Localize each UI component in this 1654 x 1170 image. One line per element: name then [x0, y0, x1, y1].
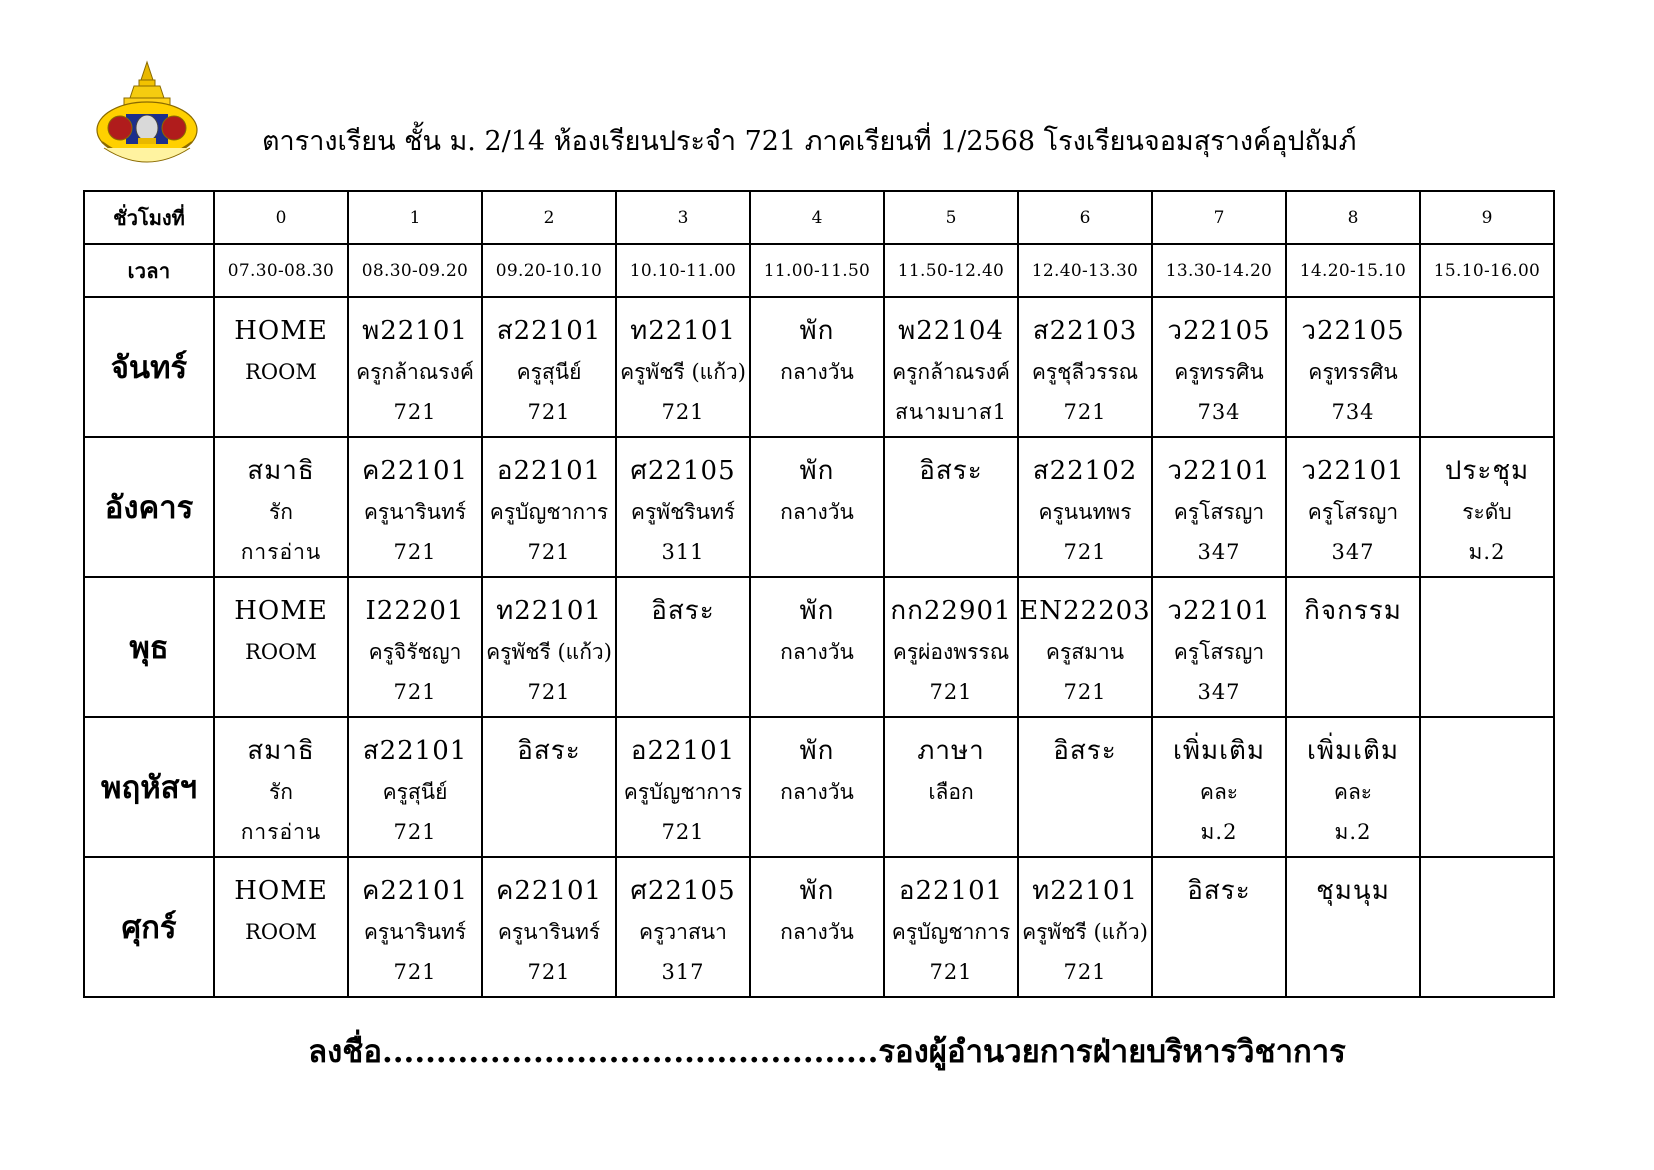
day-name: ศุกร์: [84, 857, 214, 997]
cell-room: 721: [1063, 540, 1107, 564]
schedule-cell: [750, 857, 884, 997]
cell-teacher: ครูจิรัชญา: [368, 640, 462, 664]
period-time: 10.10-11.00: [616, 244, 750, 297]
cell-room: 721: [661, 820, 705, 844]
schedule-cell: [482, 857, 616, 997]
period-number: 2: [482, 191, 616, 244]
cell-teacher: กลางวัน: [780, 360, 854, 384]
cell-room: 311: [661, 540, 705, 564]
schedule-cell: [1018, 577, 1152, 717]
period-time: 15.10-16.00: [1420, 244, 1554, 297]
cell-teacher: ครูบัญชาการ: [891, 920, 1011, 944]
cell-teacher: ครูนารินทร์: [363, 920, 467, 944]
cell-subject: พัก: [799, 876, 835, 906]
schedule-cell: [1152, 297, 1286, 437]
cell-teacher: ครูผ่องพรรณ: [892, 640, 1010, 664]
cell-teacher: ครูสุนีย์: [516, 360, 582, 384]
schedule-cell: [616, 437, 750, 577]
cell-subject: พัก: [799, 456, 835, 486]
schedule-cell: [1420, 717, 1554, 857]
cell-room: 721: [527, 400, 571, 424]
day-name: พุธ: [84, 577, 214, 717]
cell-subject: ศ22105: [630, 876, 736, 906]
cell-subject: ว22105: [1301, 316, 1405, 346]
cell-teacher: กลางวัน: [780, 500, 854, 524]
cell-subject: อิสระ: [919, 456, 983, 486]
cell-room: 721: [527, 960, 571, 984]
schedule-cell: [214, 437, 348, 577]
cell-subject: ว22101: [1167, 456, 1271, 486]
schedule-cell: [1286, 437, 1420, 577]
cell-teacher: เลือก: [928, 780, 974, 804]
schedule-cell: [348, 857, 482, 997]
day-name: จันทร์: [84, 297, 214, 437]
cell-subject: ท22101: [630, 316, 736, 346]
schedule-cell: [214, 857, 348, 997]
schedule-cell: [1420, 297, 1554, 437]
schedule-cell: [348, 437, 482, 577]
cell-room: 734: [1331, 400, 1375, 424]
period-time: 09.20-10.10: [482, 244, 616, 297]
day-row: [84, 857, 1554, 997]
cell-teacher: ครูชุลีวรรณ: [1031, 360, 1139, 384]
cell-subject: ประชุม: [1444, 456, 1530, 486]
cell-subject: อ22101: [496, 456, 602, 486]
cell-teacher: ครูสมาน: [1045, 640, 1125, 664]
cell-teacher: กลางวัน: [780, 920, 854, 944]
cell-subject: อ22101: [630, 736, 736, 766]
cell-room: 734: [1197, 400, 1241, 424]
schedule-cell: [750, 437, 884, 577]
cell-teacher: ครูบัญชาการ: [623, 780, 743, 804]
cell-subject: พัก: [799, 316, 835, 346]
schedule-cell: [482, 577, 616, 717]
cell-room: 347: [1331, 540, 1375, 564]
period-number: 3: [616, 191, 750, 244]
cell-teacher: ROOM: [245, 640, 317, 664]
cell-subject: อิสระ: [1187, 876, 1251, 906]
cell-subject: EN22203: [1019, 596, 1151, 626]
cell-teacher: ครูบัญชาการ: [489, 500, 609, 524]
period-time: 14.20-15.10: [1286, 244, 1420, 297]
page-title: ตารางเรียน ชั้น ม. 2/14 ห้องเรียนประจำ 721 ภาคเรียนที่ 1/2568 โรงเรียนจอมสุรางค์อุปถัมภ์: [262, 126, 1357, 157]
cell-room: 721: [929, 960, 973, 984]
period-time: 11.00-11.50: [750, 244, 884, 297]
school-emblem-icon: [82, 58, 212, 180]
schedule-cell: [1152, 577, 1286, 717]
cell-room: 347: [1197, 540, 1241, 564]
cell-room: 721: [929, 680, 973, 704]
cell-teacher: ครูพัชรี (แก้ว): [486, 640, 612, 664]
cell-subject: HOME: [234, 316, 328, 346]
day-name: อังคาร: [84, 437, 214, 577]
cell-teacher: ครูนารินทร์: [363, 500, 467, 524]
cell-subject: ว22101: [1167, 596, 1271, 626]
period-number: 0: [214, 191, 348, 244]
schedule-cell: [482, 437, 616, 577]
schedule-cell: [884, 857, 1018, 997]
schedule-cell: [1018, 717, 1152, 857]
cell-subject: ส22101: [362, 736, 468, 766]
period-number: 6: [1018, 191, 1152, 244]
cell-subject: I22201: [365, 596, 465, 626]
cell-teacher: ครูกล้าณรงค์: [356, 360, 474, 384]
cell-subject: อิสระ: [517, 736, 581, 766]
cell-subject: เพิ่มเติม: [1172, 736, 1266, 766]
schedule-cell: [616, 297, 750, 437]
schedule-cell: [348, 577, 482, 717]
cell-room: การอ่าน: [240, 540, 322, 564]
schedule-cell: [1152, 857, 1286, 997]
schedule-cell: [616, 577, 750, 717]
cell-room: 721: [1063, 680, 1107, 704]
period-time: 12.40-13.30: [1018, 244, 1152, 297]
cell-subject: พัก: [799, 596, 835, 626]
cell-subject: ศ22105: [630, 456, 736, 486]
cell-subject: ชุมนุม: [1316, 876, 1390, 906]
cell-room: 721: [393, 540, 437, 564]
cell-subject: ท22101: [1032, 876, 1138, 906]
cell-subject: พัก: [799, 736, 835, 766]
cell-teacher: ROOM: [245, 920, 317, 944]
schedule-cell: [348, 717, 482, 857]
period-label: ชั่วโมงที่: [84, 191, 214, 244]
cell-teacher: ครูนนทพร: [1038, 500, 1132, 524]
cell-subject: สมาธิ: [247, 456, 315, 486]
cell-teacher: ครูพัชรี (แก้ว): [620, 360, 746, 384]
cell-teacher: คละ: [1199, 780, 1239, 804]
period-number: 9: [1420, 191, 1554, 244]
cell-room: 317: [661, 960, 705, 984]
schedule-cell: [1152, 717, 1286, 857]
cell-subject: ส22101: [496, 316, 602, 346]
cell-teacher: ครูทรรศิน: [1174, 360, 1264, 384]
schedule-cell: [1286, 857, 1420, 997]
cell-subject: ภาษา: [917, 736, 985, 766]
cell-subject: อ22101: [898, 876, 1004, 906]
schedule-cell: [884, 577, 1018, 717]
cell-room: 721: [393, 960, 437, 984]
schedule-cell: [1286, 297, 1420, 437]
schedule-cell: [1018, 857, 1152, 997]
schedule-cell: [1286, 577, 1420, 717]
period-number: 7: [1152, 191, 1286, 244]
cell-teacher: ครูสุนีย์: [382, 780, 448, 804]
schedule-cell: [1420, 437, 1554, 577]
cell-room: 721: [393, 680, 437, 704]
cell-teacher: ครูกล้าณรงค์: [892, 360, 1010, 384]
cell-teacher: ครูวาสนา: [639, 920, 727, 944]
cell-room: ม.2: [1468, 540, 1506, 564]
cell-room: ม.2: [1200, 820, 1238, 844]
schedule-cell: [750, 577, 884, 717]
cell-subject: อิสระ: [651, 596, 715, 626]
cell-subject: HOME: [234, 876, 328, 906]
cell-teacher: ระดับ: [1462, 500, 1512, 524]
cell-teacher: คละ: [1333, 780, 1373, 804]
period-time: 08.30-09.20: [348, 244, 482, 297]
cell-room: 721: [527, 680, 571, 704]
cell-subject: ค22101: [361, 456, 469, 486]
schedule-cell: [1420, 577, 1554, 717]
day-row: [84, 577, 1554, 717]
cell-subject: อิสระ: [1053, 736, 1117, 766]
period-number: 5: [884, 191, 1018, 244]
cell-room: ม.2: [1334, 820, 1372, 844]
schedule-cell: [616, 717, 750, 857]
period-number: 4: [750, 191, 884, 244]
cell-teacher: ROOM: [245, 360, 317, 384]
cell-subject: ว22101: [1301, 456, 1405, 486]
timetable: [83, 190, 1555, 998]
cell-subject: ท22101: [496, 596, 602, 626]
signature-line: ลงชื่อ..............................................รองผู้อำนวยการฝ่ายบริหารวิชาการ: [308, 1034, 1346, 1070]
cell-subject: HOME: [234, 596, 328, 626]
schedule-cell: [750, 717, 884, 857]
cell-room: 721: [1063, 400, 1107, 424]
schedule-cell: [214, 717, 348, 857]
cell-teacher: ครูทรรศิน: [1308, 360, 1398, 384]
schedule-cell: [616, 857, 750, 997]
cell-teacher: กลางวัน: [780, 640, 854, 664]
cell-subject: ส22102: [1032, 456, 1138, 486]
schedule-cell: [1286, 717, 1420, 857]
schedule-cell: [1152, 437, 1286, 577]
time-label: เวลา: [84, 244, 214, 297]
schedule-cell: [214, 577, 348, 717]
cell-teacher: ครูโสรญา: [1173, 640, 1265, 664]
cell-room: สนามบาส1: [894, 400, 1008, 424]
cell-room: 721: [527, 540, 571, 564]
cell-teacher: ครูนารินทร์: [497, 920, 601, 944]
cell-subject: กิจกรรม: [1304, 596, 1402, 626]
schedule-cell: [348, 297, 482, 437]
cell-teacher: รัก: [269, 500, 293, 524]
cell-room: 721: [393, 400, 437, 424]
period-number: 8: [1286, 191, 1420, 244]
schedule-cell: [214, 297, 348, 437]
period-number: 1: [348, 191, 482, 244]
cell-subject: พ22101: [362, 316, 468, 346]
cell-subject: ว22105: [1167, 316, 1271, 346]
cell-teacher: ครูพัชรี (แก้ว): [1022, 920, 1148, 944]
cell-subject: กก22901: [890, 596, 1012, 626]
time-header-row: [84, 244, 1554, 297]
schedule-cell: [884, 437, 1018, 577]
cell-subject: เพิ่มเติม: [1306, 736, 1400, 766]
cell-room: 721: [1063, 960, 1107, 984]
cell-room: 721: [393, 820, 437, 844]
schedule-cell: [1018, 297, 1152, 437]
period-header-row: [84, 191, 1554, 244]
schedule-cell: [1018, 437, 1152, 577]
schedule-cell: [482, 297, 616, 437]
cell-room: 347: [1197, 680, 1241, 704]
day-name: พฤหัสฯ: [84, 717, 214, 857]
period-time: 07.30-08.30: [214, 244, 348, 297]
schedule-cell: [1420, 857, 1554, 997]
cell-subject: พ22104: [898, 316, 1004, 346]
schedule-cell: [750, 297, 884, 437]
cell-subject: ส22103: [1032, 316, 1138, 346]
cell-room: 721: [661, 400, 705, 424]
cell-teacher: ครูพัชรินทร์: [630, 500, 736, 524]
cell-subject: ค22101: [495, 876, 603, 906]
cell-subject: สมาธิ: [247, 736, 315, 766]
day-row: [84, 297, 1554, 437]
day-row: [84, 437, 1554, 577]
cell-teacher: กลางวัน: [780, 780, 854, 804]
cell-teacher: ครูโสรญา: [1173, 500, 1265, 524]
cell-room: การอ่าน: [240, 820, 322, 844]
cell-teacher: ครูโสรญา: [1307, 500, 1399, 524]
schedule-cell: [884, 717, 1018, 857]
schedule-cell: [482, 717, 616, 857]
day-row: [84, 717, 1554, 857]
school-logo: [82, 58, 212, 180]
period-time: 11.50-12.40: [884, 244, 1018, 297]
period-time: 13.30-14.20: [1152, 244, 1286, 297]
schedule-cell: [884, 297, 1018, 437]
cell-teacher: รัก: [269, 780, 293, 804]
cell-subject: ค22101: [361, 876, 469, 906]
